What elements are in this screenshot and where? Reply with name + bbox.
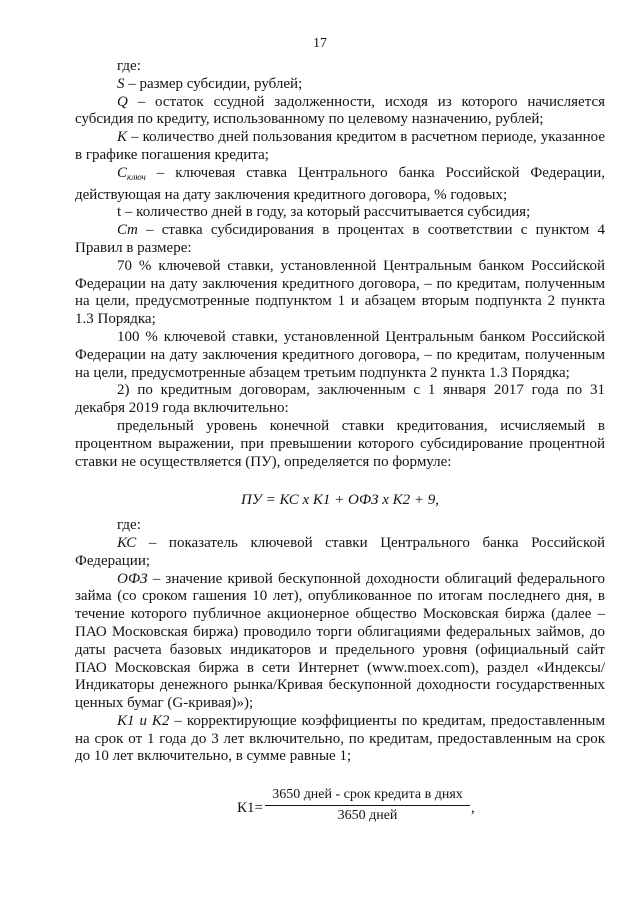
formula-k1-fraction <box>265 786 470 825</box>
formula-pu: ПУ = КС х К1 + ОФЗ х К2 + 9, <box>240 492 440 509</box>
def-c-key-text: – ключевая ставка Центрального банка Российской Федерации, действующая на дату заключения кредитного договора, % годовых; <box>75 164 605 203</box>
symbol-k: K <box>117 129 128 146</box>
def-s-text: – размер субсидии, рублей; <box>124 75 303 92</box>
def-ks <box>75 535 605 571</box>
paragraph-item-2: 2) по кредитным договорам, заключенным с 1 января 2017 года по 31 декабря 2019 года включительно: <box>75 382 605 417</box>
def-ofz-text: – значение кривой бескупонной доходности облигаций федерального займа (со сроком гашения 10 лет), опубликованное по итогам последнего дня, в течение которого публичное акционерное общество Московская биржа (далее – ПАО Московская биржа) проводило торги облигациями федеральных займов, до даты расчета базовых индикаторов и предельного уровня (официальный сайт ПАО Московская биржа в сети Интернет (www.moex.com), раздел «Индексы/Индикаторы денежного рынка/Кривая бескупонной доходности государственных ценных бумаг (G-кривая)»); <box>75 570 605 712</box>
symbol-cm: Cm <box>117 222 138 239</box>
def-c-key <box>75 165 605 205</box>
paragraph-pu: предельный уровень конечной ставки кредитования, исчисляемый в процентном выражении, при превышении которого субсидирование процентной ставки не осуществляется (ПУ), определяется по формуле: <box>75 417 605 470</box>
page-number: 17 <box>313 36 327 51</box>
symbol-k1-k2: К1 и К2 <box>117 712 170 729</box>
formula-k1-comma: , <box>471 800 475 817</box>
symbol-c-key: С <box>117 164 128 181</box>
def-k <box>75 129 605 165</box>
paragraph-70-percent: 70 % ключевой ставки, установленной Центральным банком Российской Федерации на дату заключения кредитного договора, – по кредитам, полученным на цели, предусмотренные подпунктом 1 и абзацем вторым подпункта 2 пункта 1.3 Порядка; <box>75 257 605 328</box>
document-body <box>75 58 605 846</box>
def-ofz <box>75 571 605 713</box>
symbol-q: Q <box>117 93 128 110</box>
symbol-s: S <box>117 75 125 92</box>
formula-k1-denominator: 3650 дней <box>337 808 398 824</box>
symbol-ks: КС <box>117 534 137 551</box>
where-label: где: <box>117 58 141 74</box>
formula-k1 <box>75 786 605 846</box>
def-k-text: – количество дней пользования кредитом в расчетном периоде, указанное в графике погашения кредита; <box>75 129 605 163</box>
def-q <box>75 94 605 130</box>
symbol-ofz: ОФЗ <box>117 570 148 587</box>
formula-k1-label: К1= <box>237 800 263 817</box>
def-k1-k2 <box>75 713 605 766</box>
def-cm-text: – ставка субсидирования в процентах в соответствии с пунктом 4 Правил в размере: <box>75 222 605 256</box>
def-s <box>75 76 605 94</box>
def-q-text: – остаток ссудной задолженности, исходя из которого начисляется субсидия по кредиту, использованному по целевому назначению, рублей; <box>75 93 605 128</box>
def-cm <box>75 222 605 258</box>
def-k1-k2-text: – корректирующие коэффициенты по кредитам, предоставленным на срок от 1 года до 3 лет включительно, по кредитам, предоставленным на срок до 10 лет включительно, в сумме равные 1; <box>75 712 606 765</box>
formula-k1-numerator: 3650 дней - срок кредита в днях <box>265 786 470 806</box>
def-t: t – количество дней в году, за который рассчитывается субсидия; <box>117 204 531 221</box>
def-ks-text: – показатель ключевой ставки Центрального банка Российской Федерации; <box>75 534 605 569</box>
paragraph-100-percent: 100 % ключевой ставки, установленной Центральным банком Российской Федерации на дату заключения кредитного договора, – по кредитам, полученным на цели, предусмотренные абзацем третьим подпункта 2 пункта 1.3 Порядка; <box>75 328 605 381</box>
where-label-2: где: <box>117 517 141 534</box>
symbol-c-key-sub: ключ <box>127 171 146 182</box>
